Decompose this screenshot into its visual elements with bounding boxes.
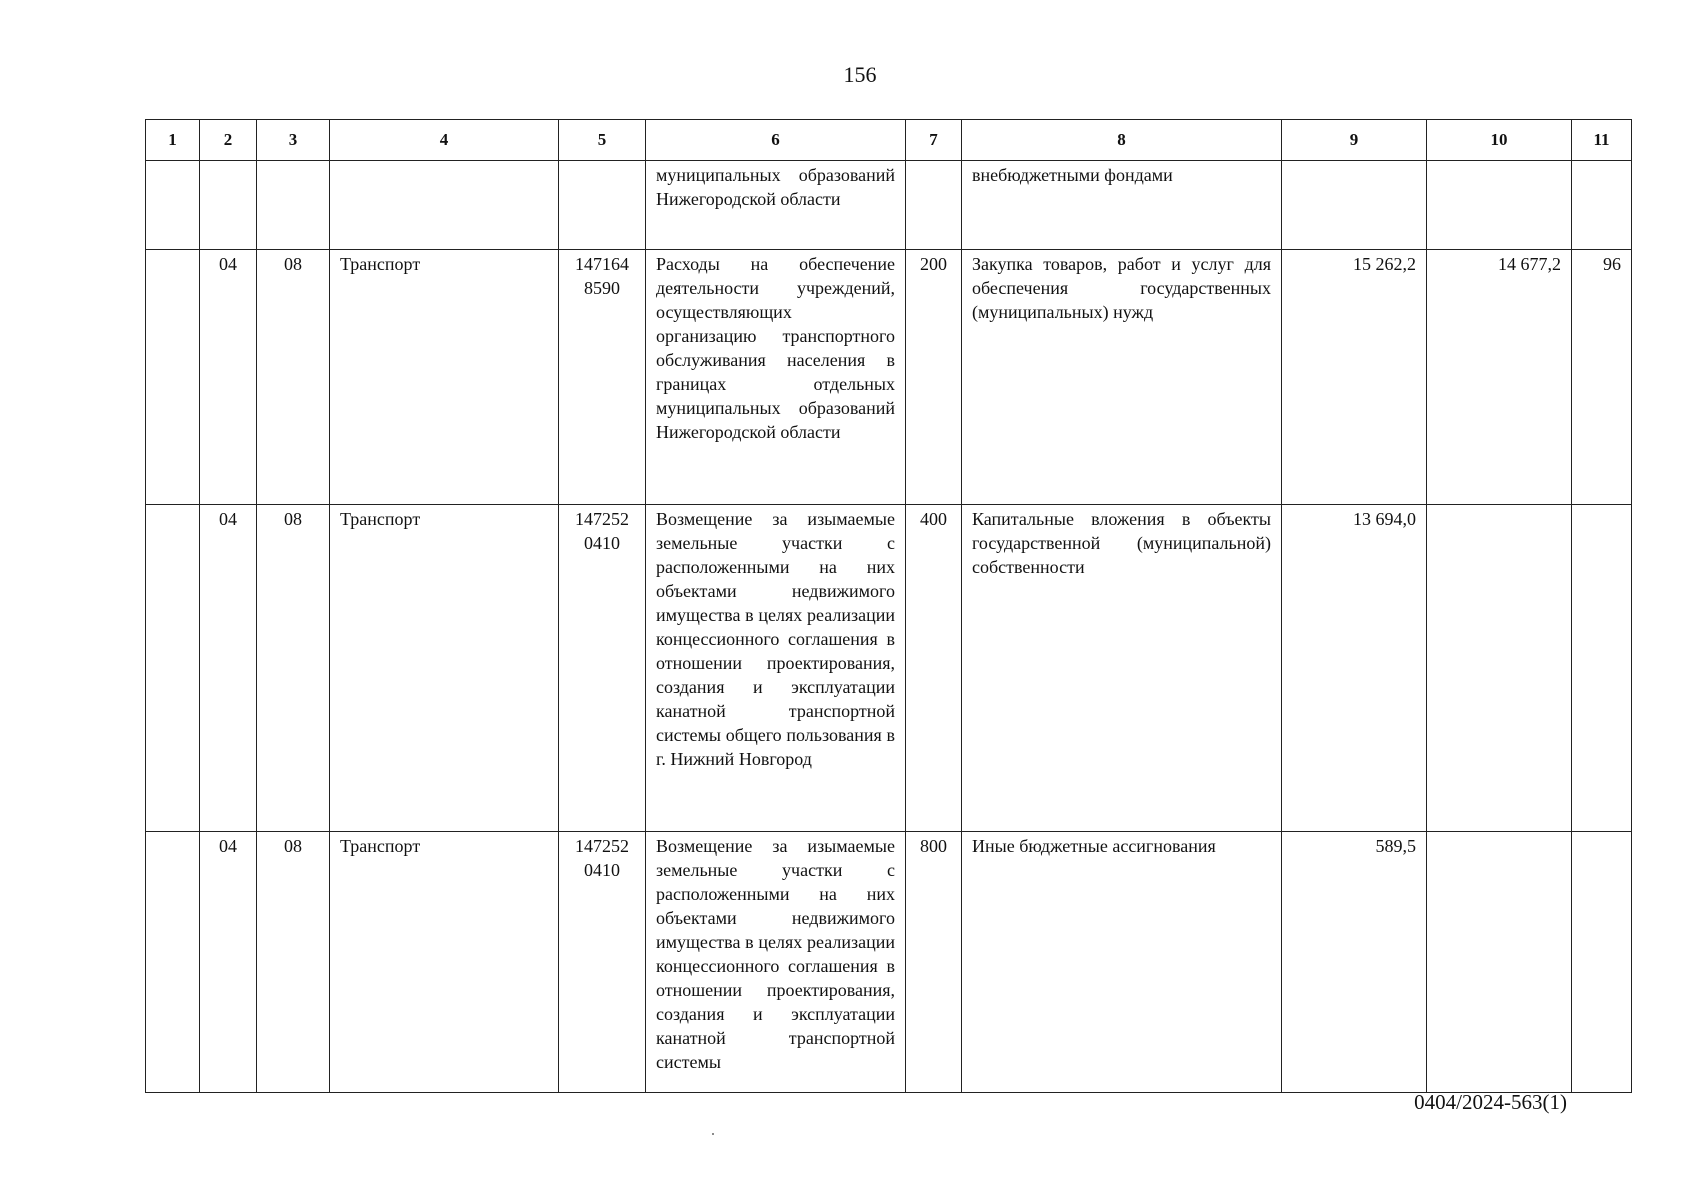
column-header: 7 <box>906 120 962 161</box>
cell-col1 <box>146 505 200 832</box>
page-number: 156 <box>843 62 877 87</box>
budget-table <box>145 119 1632 1093</box>
cell-target-code: 147252 0410 <box>559 505 646 832</box>
column-header: 10 <box>1427 120 1572 161</box>
cell-section: 04 <box>200 832 257 1093</box>
cell-section-name <box>330 161 559 250</box>
cell-section: 04 <box>200 250 257 505</box>
column-header: 9 <box>1282 120 1427 161</box>
cell-amount-plan <box>1282 161 1427 250</box>
cell-percent <box>1572 505 1632 832</box>
document-id: 0404/2024-563(1) <box>1414 1090 1567 1114</box>
cell-expense-type: 400 <box>906 505 962 832</box>
cell-col1 <box>146 832 200 1093</box>
cell-amount-actual <box>1427 505 1572 832</box>
cell-percent <box>1572 161 1632 250</box>
table-row <box>146 832 1632 1093</box>
cell-description: Расходы на обеспечение деятельности учреждений, осуществляющих организацию транспортного обслуживания населения в границах отдельных муниципальных образований Нижегородской области <box>646 250 906 505</box>
cell-amount-actual <box>1427 161 1572 250</box>
cell-amount-plan: 15 262,2 <box>1282 250 1427 505</box>
cell-col1 <box>146 161 200 250</box>
column-header: 1 <box>146 120 200 161</box>
column-header: 5 <box>559 120 646 161</box>
column-header: 6 <box>646 120 906 161</box>
cell-description: Возмещение за изымаемые земельные участки с расположенными на них объектами недвижимого имущества в целях реализации концессионного соглашения в отношении проектирования, создания и эксплуатации канатной транспортной системы <box>646 832 906 1093</box>
column-header: 11 <box>1572 120 1632 161</box>
cell-amount-actual: 14 677,2 <box>1427 250 1572 505</box>
cell-target-code: 147252 0410 <box>559 832 646 1093</box>
cell-col1 <box>146 250 200 505</box>
table-row <box>146 161 1632 250</box>
scan-speck <box>712 1133 714 1135</box>
cell-target-code: 147164 8590 <box>559 250 646 505</box>
cell-expense-type: 200 <box>906 250 962 505</box>
cell-section-name: Транспорт <box>330 505 559 832</box>
cell-expense-type <box>906 161 962 250</box>
cell-expense-name: Капитальные вложения в объекты государственной (муниципальной) собственности <box>962 505 1282 832</box>
column-header: 2 <box>200 120 257 161</box>
cell-expense-name: внебюджетными фондами <box>962 161 1282 250</box>
cell-percent <box>1572 832 1632 1093</box>
table-row <box>146 505 1632 832</box>
cell-subsection: 08 <box>257 250 330 505</box>
cell-description: Возмещение за изымаемые земельные участки с расположенными на них объектами недвижимого имущества в целях реализации концессионного соглашения в отношении проектирования, создания и эксплуатации канатной транспортной системы общего пользования в г. Нижний Новгород <box>646 505 906 832</box>
cell-expense-name: Иные бюджетные ассигнования <box>962 832 1282 1093</box>
cell-expense-type: 800 <box>906 832 962 1093</box>
column-header: 4 <box>330 120 559 161</box>
cell-section-name: Транспорт <box>330 250 559 505</box>
header-row <box>146 120 1632 161</box>
cell-expense-name: Закупка товаров, работ и услуг для обеспечения государственных (муниципальных) нужд <box>962 250 1282 505</box>
column-header: 8 <box>962 120 1282 161</box>
cell-amount-actual <box>1427 832 1572 1093</box>
cell-target-code <box>559 161 646 250</box>
cell-amount-plan: 589,5 <box>1282 832 1427 1093</box>
cell-amount-plan: 13 694,0 <box>1282 505 1427 832</box>
table-row <box>146 250 1632 505</box>
cell-subsection: 08 <box>257 832 330 1093</box>
column-header: 3 <box>257 120 330 161</box>
cell-percent: 96 <box>1572 250 1632 505</box>
cell-subsection: 08 <box>257 505 330 832</box>
cell-section-name: Транспорт <box>330 832 559 1093</box>
cell-description: муниципальных образований Нижегородской области <box>646 161 906 250</box>
cell-section: 04 <box>200 505 257 832</box>
cell-subsection <box>257 161 330 250</box>
cell-section <box>200 161 257 250</box>
